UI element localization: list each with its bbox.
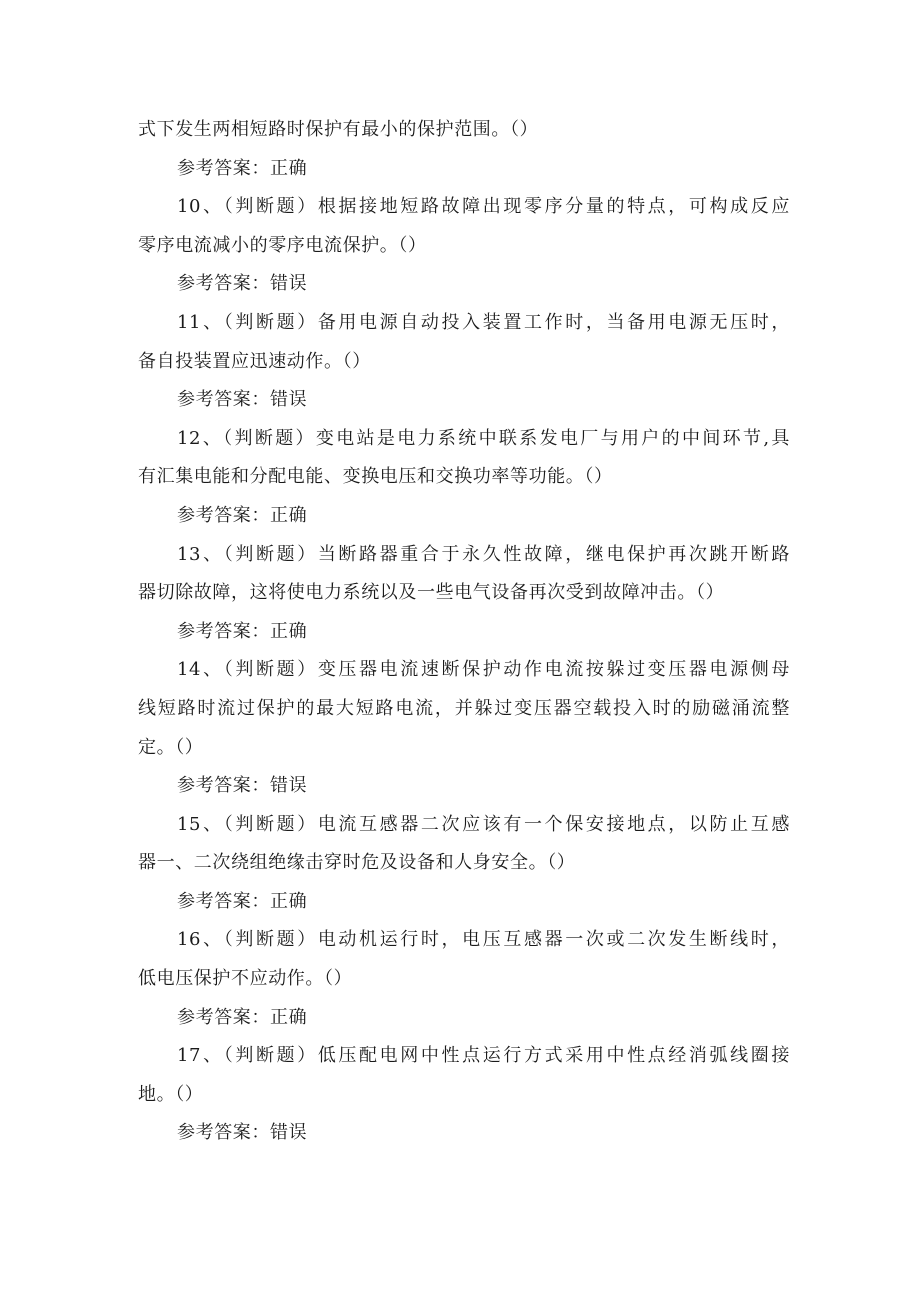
- question-10-answer: 参考答案：错误: [177, 273, 308, 295]
- question-13-line-2: 器切除故障，这将使电力系统以及一些电气设备再次受到故障冲击。（）: [138, 582, 725, 604]
- question-16-answer: 参考答案：正确: [177, 1006, 308, 1028]
- question-14-line-3: 定。（）: [138, 736, 204, 758]
- question-12-line-1: 12、（判断题）变电站是电力系统中联系发电厂与用户的中间环节,具: [177, 427, 790, 449]
- question-14-answer: 参考答案：错误: [177, 775, 308, 797]
- question-15-line-2: 器一、二次绕组绝缘击穿时危及设备和人身安全。（）: [138, 852, 576, 874]
- question-11-line-2: 备自投装置应迅速动作。（）: [138, 350, 371, 372]
- question-14-line-1: 14、（判断题）变压器电流速断保护动作电流按躲过变压器电源侧母: [177, 659, 790, 681]
- question-14-line-2: 线短路时流过保护的最大短路电流，并躲过变压器空载投入时的励磁涌流整: [138, 697, 790, 719]
- question-16-line-1: 16、（判断题）电动机运行时，电压互感器一次或二次发生断线时，: [177, 929, 790, 951]
- question-13-line-1: 13、（判断题）当断路器重合于永久性故障，继电保护再次跳开断路: [177, 543, 790, 565]
- question-15-answer: 参考答案：正确: [177, 890, 308, 912]
- question-10-line-2: 零序电流减小的零序电流保护。（）: [138, 234, 427, 256]
- question-17-line-2: 地。（）: [138, 1083, 204, 1105]
- question-12-answer: 参考答案：正确: [177, 504, 308, 526]
- question-12-line-2: 有汇集电能和分配电能、变换电压和交换功率等功能。（）: [138, 466, 613, 488]
- question-9-line-2: 式下发生两相短路时保护有最小的保护范围。（）: [138, 119, 539, 140]
- question-11-answer: 参考答案：错误: [177, 389, 308, 411]
- question-13-answer: 参考答案：正确: [177, 620, 308, 642]
- question-15-line-1: 15、（判断题）电流互感器二次应该有一个保安接地点，以防止互感: [177, 813, 790, 835]
- question-17-line-1: 17、（判断题）低压配电网中性点运行方式采用中性点经消弧线圈接: [177, 1045, 790, 1067]
- question-10-line-1: 10、（判断题）根据接地短路故障出现零序分量的特点，可构成反应: [177, 196, 790, 218]
- question-11-line-1: 11、（判断题）备用电源自动投入装置工作时，当备用电源无压时，: [177, 311, 790, 333]
- document-body: [138, 111, 790, 1153]
- question-16-line-2: 低电压保护不应动作。（）: [138, 968, 353, 990]
- question-17-answer: 参考答案：错误: [177, 1122, 308, 1144]
- question-9-answer: 参考答案：正确: [177, 157, 308, 179]
